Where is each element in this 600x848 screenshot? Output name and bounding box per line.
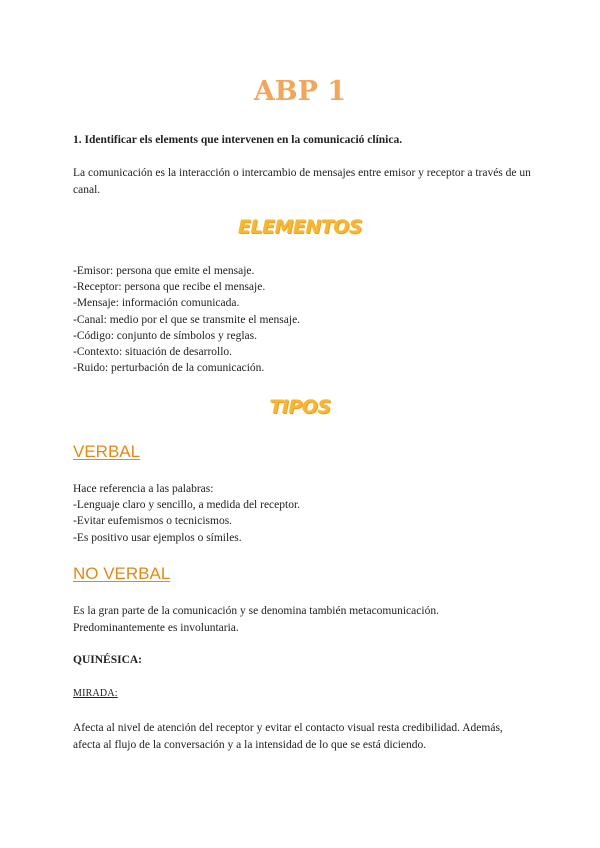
types-heading: TIPOS [269,396,331,418]
list-item: -Ruido: perturbación de la comunicación. [73,362,265,375]
list-item: -Receptor: persona que recibe el mensaje. [73,281,266,294]
verbal-list [73,481,300,546]
list-item: Hace referencia a las palabras: [73,483,214,495]
question-heading: 1. Identificar els elements que intervenen en la comunicació clínica. [73,134,403,146]
gaze-paragraph: Afecta al nivel de atención del receptor y evitar el contacto visual resta credibilidad. Además, afecta al flujo de la conversación y a la intensidad de lo que se está diciendo. [73,722,503,751]
list-item: -Contexto: situación de desarrollo. [73,346,233,359]
elements-list [73,263,300,376]
list-item: -Canal: medio por el que se transmite el mensaje. [73,313,301,326]
list-item: -Emisor: persona que emite el mensaje. [73,265,255,277]
list-item: -Mensaje: información comunicada. [73,297,240,310]
no-verbal-intro: Es la gran parte de la comunicación y se denomina también metacomunicación. Predominantemente es involuntaria. [73,605,439,634]
kinesics-label: QUINÉSICA: [73,654,143,666]
list-item: -Lenguaje claro y sencillo, a medida del receptor. [73,499,301,512]
elements-heading: ELEMENTOS [237,216,363,238]
intro-paragraph: La comunicación es la interacción o intercambio de mensajes entre emisor y receptor a través de un canal. [73,167,531,196]
no-verbal-heading: NO VERBAL [73,564,171,583]
list-item: -Código: conjunto de símbolos y reglas. [73,329,257,342]
list-item: -Es positivo usar ejemplos o símiles. [73,531,242,544]
gaze-label: MIRADA: [73,688,118,699]
verbal-heading: VERBAL [73,442,141,461]
list-item: -Evitar eufemismos o tecnicismos. [73,515,233,528]
page-title: ABP 1 [253,76,347,107]
